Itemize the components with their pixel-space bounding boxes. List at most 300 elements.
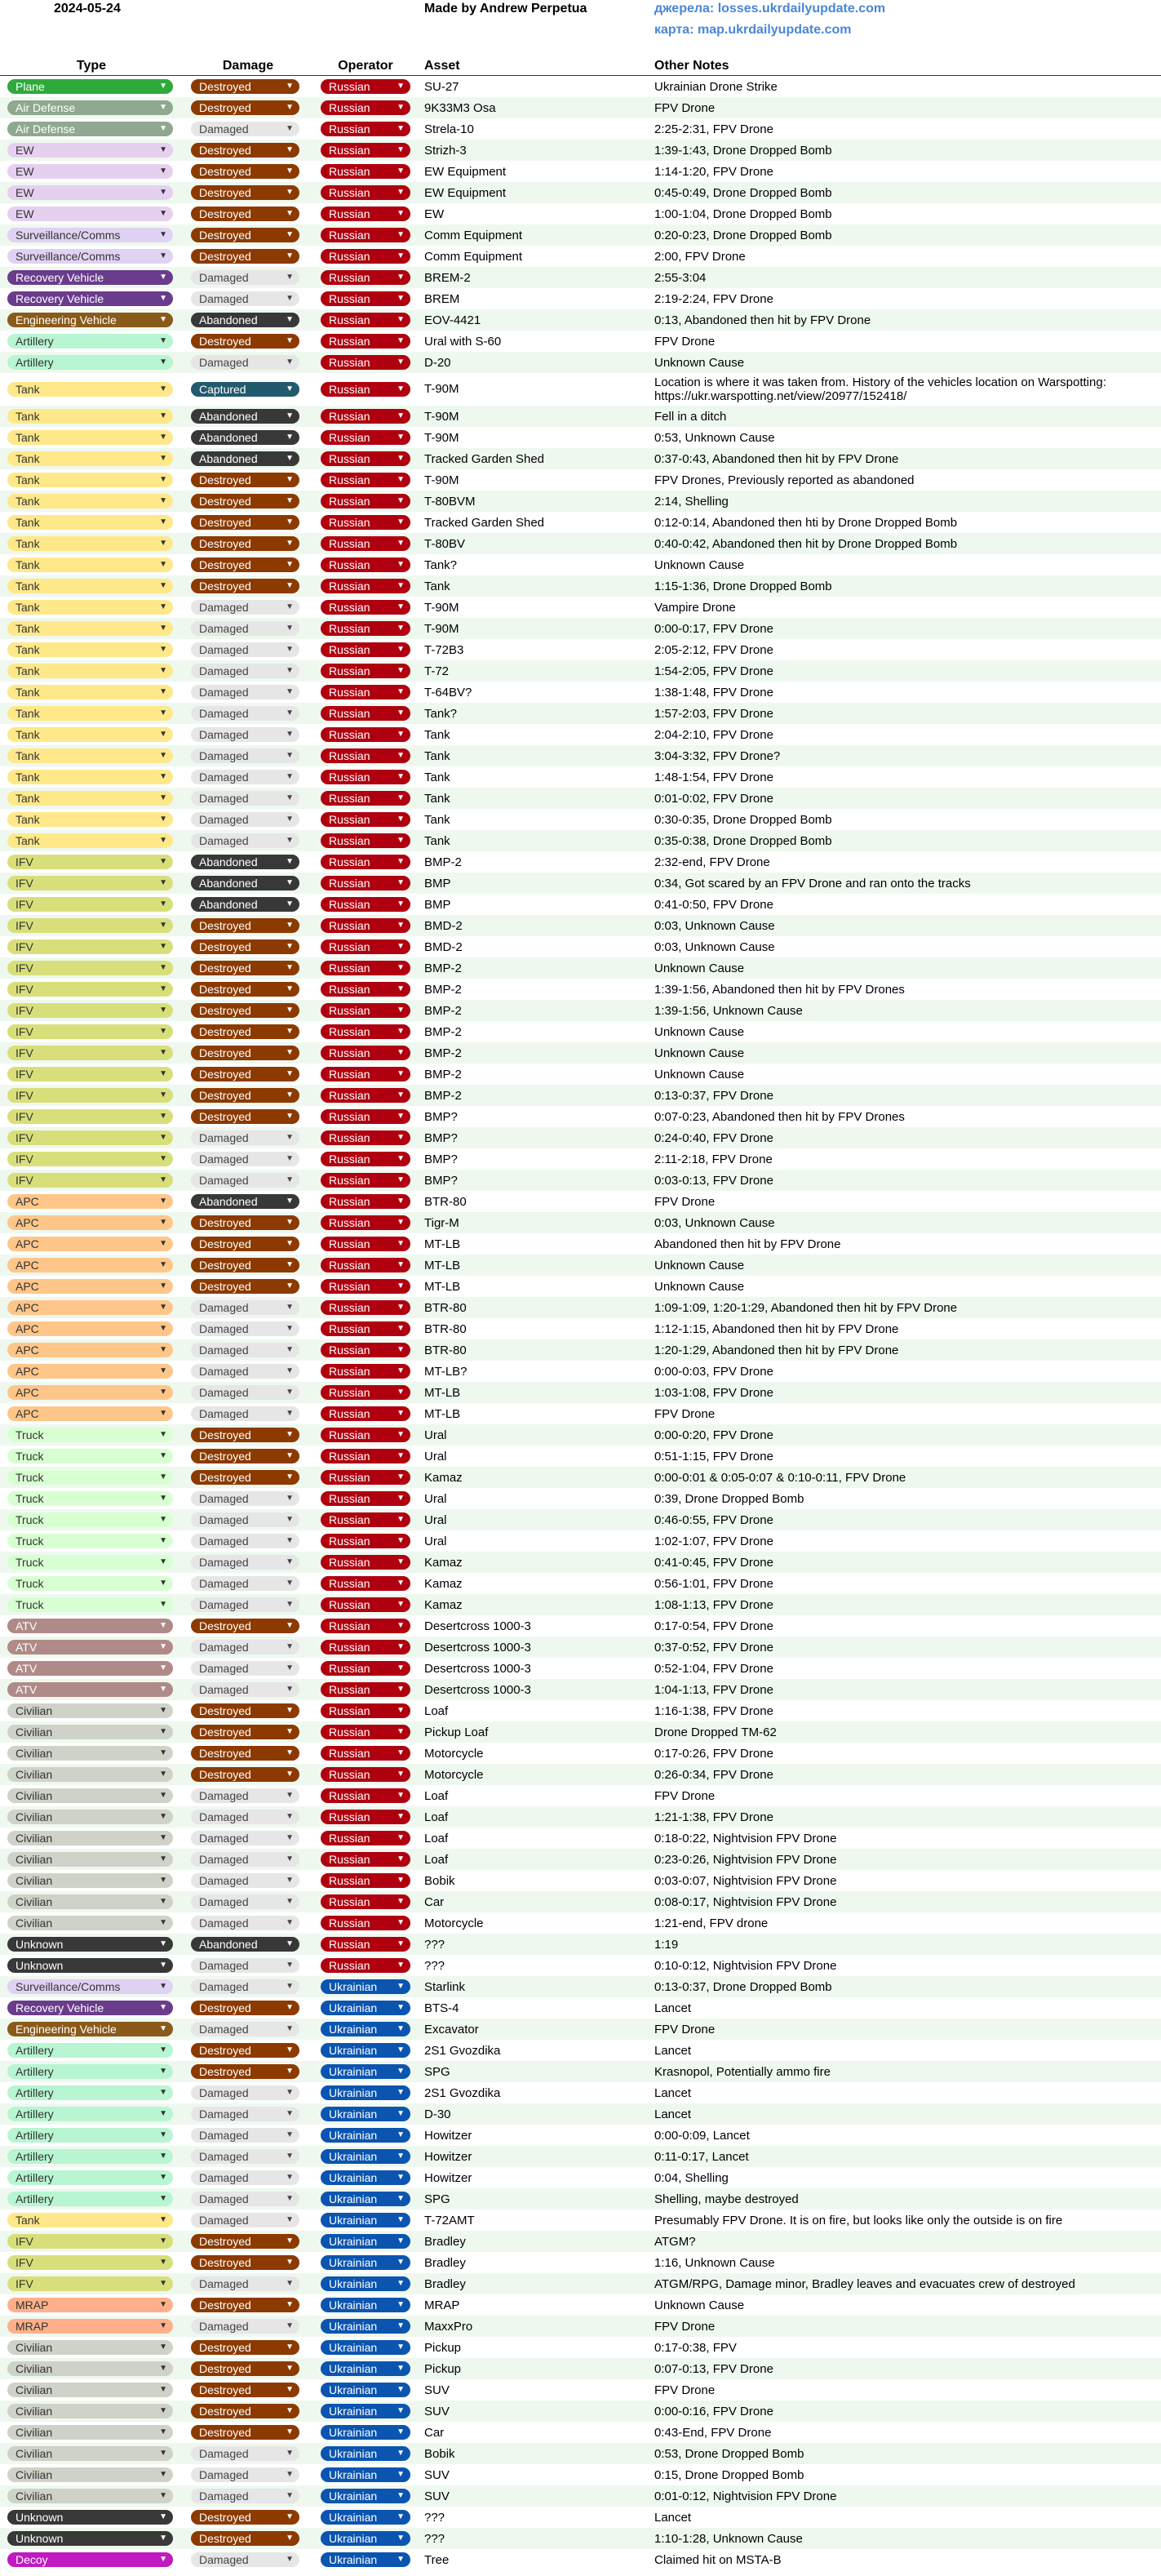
operator-dropdown[interactable] [321, 1003, 410, 1018]
type-dropdown[interactable] [7, 897, 173, 912]
type-dropdown[interactable] [7, 2425, 173, 2440]
type-dropdown[interactable] [7, 1300, 173, 1315]
operator-dropdown[interactable] [321, 1979, 410, 1994]
type-dropdown[interactable] [7, 2276, 173, 2291]
damage-dropdown[interactable] [191, 2361, 299, 2376]
type-dropdown[interactable] [7, 143, 173, 158]
operator-dropdown[interactable] [321, 270, 410, 285]
damage-dropdown[interactable] [191, 1470, 299, 1485]
type-dropdown[interactable] [7, 2234, 173, 2249]
type-dropdown[interactable] [7, 727, 173, 742]
damage-dropdown[interactable] [191, 939, 299, 954]
type-dropdown[interactable] [7, 1831, 173, 1845]
type-dropdown[interactable] [7, 685, 173, 700]
type-dropdown[interactable] [7, 961, 173, 975]
damage-dropdown[interactable] [191, 1597, 299, 1612]
damage-dropdown[interactable] [191, 1215, 299, 1230]
damage-dropdown[interactable] [191, 451, 299, 466]
type-dropdown[interactable] [7, 1958, 173, 1973]
damage-dropdown[interactable] [191, 600, 299, 615]
damage-dropdown[interactable] [191, 1003, 299, 1018]
type-dropdown[interactable] [7, 2149, 173, 2164]
operator-dropdown[interactable] [321, 430, 410, 445]
type-dropdown[interactable] [7, 664, 173, 678]
damage-dropdown[interactable] [191, 2149, 299, 2164]
operator-dropdown[interactable] [321, 770, 410, 784]
operator-dropdown[interactable] [321, 1831, 410, 1845]
operator-dropdown[interactable] [321, 982, 410, 997]
type-dropdown[interactable] [7, 642, 173, 657]
operator-dropdown[interactable] [321, 642, 410, 657]
damage-dropdown[interactable] [191, 833, 299, 848]
damage-dropdown[interactable] [191, 1852, 299, 1867]
damage-dropdown[interactable] [191, 982, 299, 997]
damage-dropdown[interactable] [191, 2383, 299, 2397]
type-dropdown[interactable] [7, 122, 173, 136]
operator-dropdown[interactable] [321, 1385, 410, 1400]
type-dropdown[interactable] [7, 409, 173, 424]
operator-dropdown[interactable] [321, 1406, 410, 1421]
damage-dropdown[interactable] [191, 2234, 299, 2249]
operator-dropdown[interactable] [321, 961, 410, 975]
operator-dropdown[interactable] [321, 939, 410, 954]
damage-dropdown[interactable] [191, 579, 299, 593]
damage-dropdown[interactable] [191, 122, 299, 136]
type-dropdown[interactable] [7, 1321, 173, 1336]
operator-dropdown[interactable] [321, 2128, 410, 2143]
damage-dropdown[interactable] [191, 1937, 299, 1952]
damage-dropdown[interactable] [191, 1024, 299, 1039]
operator-dropdown[interactable] [321, 876, 410, 890]
type-dropdown[interactable] [7, 1215, 173, 1230]
map-link[interactable]: карта: map.ukrdailyupdate.com [654, 23, 852, 37]
type-dropdown[interactable] [7, 2107, 173, 2121]
damage-dropdown[interactable] [191, 1491, 299, 1506]
operator-dropdown[interactable] [321, 1703, 410, 1718]
damage-dropdown[interactable] [191, 1406, 299, 1421]
operator-dropdown[interactable] [321, 409, 410, 424]
damage-dropdown[interactable] [191, 727, 299, 742]
type-dropdown[interactable] [7, 1364, 173, 1379]
damage-dropdown[interactable] [191, 1788, 299, 1803]
operator-dropdown[interactable] [321, 100, 410, 115]
operator-dropdown[interactable] [321, 1619, 410, 1633]
damage-dropdown[interactable] [191, 557, 299, 572]
type-dropdown[interactable] [7, 2064, 173, 2079]
damage-dropdown[interactable] [191, 2128, 299, 2143]
operator-dropdown[interactable] [321, 249, 410, 264]
operator-dropdown[interactable] [321, 2552, 410, 2567]
operator-dropdown[interactable] [321, 833, 410, 848]
damage-dropdown[interactable] [191, 228, 299, 242]
damage-dropdown[interactable] [191, 855, 299, 869]
type-dropdown[interactable] [7, 355, 173, 370]
damage-dropdown[interactable] [191, 706, 299, 721]
damage-dropdown[interactable] [191, 1428, 299, 1442]
damage-dropdown[interactable] [191, 1958, 299, 1973]
operator-dropdown[interactable] [321, 2298, 410, 2312]
type-dropdown[interactable] [7, 313, 173, 327]
damage-dropdown[interactable] [191, 430, 299, 445]
damage-dropdown[interactable] [191, 1237, 299, 1251]
type-dropdown[interactable] [7, 579, 173, 593]
type-dropdown[interactable] [7, 1576, 173, 1591]
type-dropdown[interactable] [7, 855, 173, 869]
operator-dropdown[interactable] [321, 1088, 410, 1103]
type-dropdown[interactable] [7, 1088, 173, 1103]
operator-dropdown[interactable] [321, 1512, 410, 1527]
damage-dropdown[interactable] [191, 2446, 299, 2461]
type-dropdown[interactable] [7, 1173, 173, 1188]
type-dropdown[interactable] [7, 2255, 173, 2270]
damage-dropdown[interactable] [191, 1343, 299, 1357]
operator-dropdown[interactable] [321, 473, 410, 487]
type-dropdown[interactable] [7, 1597, 173, 1612]
damage-dropdown[interactable] [191, 876, 299, 890]
operator-dropdown[interactable] [321, 122, 410, 136]
damage-dropdown[interactable] [191, 1512, 299, 1527]
type-dropdown[interactable] [7, 228, 173, 242]
type-dropdown[interactable] [7, 291, 173, 306]
type-dropdown[interactable] [7, 2085, 173, 2100]
damage-dropdown[interactable] [191, 2510, 299, 2525]
operator-dropdown[interactable] [321, 1449, 410, 1463]
type-dropdown[interactable] [7, 600, 173, 615]
damage-dropdown[interactable] [191, 2276, 299, 2291]
operator-dropdown[interactable] [321, 2425, 410, 2440]
damage-dropdown[interactable] [191, 382, 299, 397]
damage-dropdown[interactable] [191, 1321, 299, 1336]
type-dropdown[interactable] [7, 2022, 173, 2036]
type-dropdown[interactable] [7, 494, 173, 509]
operator-dropdown[interactable] [321, 2361, 410, 2376]
type-dropdown[interactable] [7, 939, 173, 954]
damage-dropdown[interactable] [191, 2404, 299, 2418]
operator-dropdown[interactable] [321, 79, 410, 94]
damage-dropdown[interactable] [191, 249, 299, 264]
type-dropdown[interactable] [7, 1109, 173, 1124]
operator-dropdown[interactable] [321, 2213, 410, 2227]
damage-dropdown[interactable] [191, 100, 299, 115]
type-dropdown[interactable] [7, 1979, 173, 1994]
operator-dropdown[interactable] [321, 1343, 410, 1357]
operator-dropdown[interactable] [321, 1894, 410, 1909]
type-dropdown[interactable] [7, 876, 173, 890]
damage-dropdown[interactable] [191, 1088, 299, 1103]
type-dropdown[interactable] [7, 1682, 173, 1697]
damage-dropdown[interactable] [191, 207, 299, 221]
damage-dropdown[interactable] [191, 1682, 299, 1697]
operator-dropdown[interactable] [321, 2340, 410, 2355]
operator-dropdown[interactable] [321, 1194, 410, 1209]
damage-dropdown[interactable] [191, 1725, 299, 1739]
type-dropdown[interactable] [7, 1873, 173, 1888]
damage-dropdown[interactable] [191, 2552, 299, 2567]
damage-dropdown[interactable] [191, 2170, 299, 2185]
operator-dropdown[interactable] [321, 1873, 410, 1888]
damage-dropdown[interactable] [191, 2531, 299, 2546]
damage-dropdown[interactable] [191, 2043, 299, 2058]
damage-dropdown[interactable] [191, 918, 299, 933]
operator-dropdown[interactable] [321, 2001, 410, 2015]
type-dropdown[interactable] [7, 1640, 173, 1654]
operator-dropdown[interactable] [321, 2170, 410, 2185]
damage-dropdown[interactable] [191, 1576, 299, 1591]
damage-dropdown[interactable] [191, 1873, 299, 1888]
operator-dropdown[interactable] [321, 207, 410, 221]
type-dropdown[interactable] [7, 791, 173, 806]
operator-dropdown[interactable] [321, 515, 410, 530]
type-dropdown[interactable] [7, 382, 173, 397]
type-dropdown[interactable] [7, 536, 173, 551]
operator-dropdown[interactable] [321, 164, 410, 179]
damage-dropdown[interactable] [191, 1534, 299, 1548]
damage-dropdown[interactable] [191, 536, 299, 551]
type-dropdown[interactable] [7, 2170, 173, 2185]
damage-dropdown[interactable] [191, 791, 299, 806]
operator-dropdown[interactable] [321, 1916, 410, 1930]
type-dropdown[interactable] [7, 1279, 173, 1294]
type-dropdown[interactable] [7, 1512, 173, 1527]
damage-dropdown[interactable] [191, 2489, 299, 2503]
type-dropdown[interactable] [7, 557, 173, 572]
damage-dropdown[interactable] [191, 494, 299, 509]
operator-dropdown[interactable] [321, 1682, 410, 1697]
operator-dropdown[interactable] [321, 536, 410, 551]
type-dropdown[interactable] [7, 1003, 173, 1018]
operator-dropdown[interactable] [321, 2085, 410, 2100]
damage-dropdown[interactable] [191, 621, 299, 636]
operator-dropdown[interactable] [321, 382, 410, 397]
type-dropdown[interactable] [7, 918, 173, 933]
operator-dropdown[interactable] [321, 1321, 410, 1336]
type-dropdown[interactable] [7, 1937, 173, 1952]
operator-dropdown[interactable] [321, 1810, 410, 1824]
operator-dropdown[interactable] [321, 2234, 410, 2249]
damage-dropdown[interactable] [191, 1619, 299, 1633]
type-dropdown[interactable] [7, 2361, 173, 2376]
damage-dropdown[interactable] [191, 2319, 299, 2334]
type-dropdown[interactable] [7, 1725, 173, 1739]
damage-dropdown[interactable] [191, 812, 299, 827]
type-dropdown[interactable] [7, 430, 173, 445]
type-dropdown[interactable] [7, 1449, 173, 1463]
operator-dropdown[interactable] [321, 2043, 410, 2058]
operator-dropdown[interactable] [321, 1046, 410, 1060]
operator-dropdown[interactable] [321, 1491, 410, 1506]
operator-dropdown[interactable] [321, 2383, 410, 2397]
type-dropdown[interactable] [7, 2383, 173, 2397]
operator-dropdown[interactable] [321, 2022, 410, 2036]
operator-dropdown[interactable] [321, 1958, 410, 1973]
damage-dropdown[interactable] [191, 2340, 299, 2355]
operator-dropdown[interactable] [321, 1640, 410, 1654]
damage-dropdown[interactable] [191, 1703, 299, 1718]
damage-dropdown[interactable] [191, 1130, 299, 1145]
sources-link[interactable]: джерела: losses.ukrdailyupdate.com [654, 2, 886, 16]
operator-dropdown[interactable] [321, 1746, 410, 1761]
damage-dropdown[interactable] [191, 1385, 299, 1400]
type-dropdown[interactable] [7, 1916, 173, 1930]
type-dropdown[interactable] [7, 451, 173, 466]
damage-dropdown[interactable] [191, 2107, 299, 2121]
damage-dropdown[interactable] [191, 291, 299, 306]
type-dropdown[interactable] [7, 1406, 173, 1421]
damage-dropdown[interactable] [191, 334, 299, 349]
damage-dropdown[interactable] [191, 164, 299, 179]
operator-dropdown[interactable] [321, 748, 410, 763]
operator-dropdown[interactable] [321, 1130, 410, 1145]
operator-dropdown[interactable] [321, 579, 410, 593]
type-dropdown[interactable] [7, 621, 173, 636]
type-dropdown[interactable] [7, 164, 173, 179]
damage-dropdown[interactable] [191, 185, 299, 200]
type-dropdown[interactable] [7, 1810, 173, 1824]
operator-dropdown[interactable] [321, 1258, 410, 1272]
operator-dropdown[interactable] [321, 451, 410, 466]
operator-dropdown[interactable] [321, 600, 410, 615]
damage-dropdown[interactable] [191, 1300, 299, 1315]
damage-dropdown[interactable] [191, 1109, 299, 1124]
damage-dropdown[interactable] [191, 409, 299, 424]
type-dropdown[interactable] [7, 833, 173, 848]
type-dropdown[interactable] [7, 473, 173, 487]
damage-dropdown[interactable] [191, 1046, 299, 1060]
damage-dropdown[interactable] [191, 1831, 299, 1845]
operator-dropdown[interactable] [321, 1937, 410, 1952]
type-dropdown[interactable] [7, 1619, 173, 1633]
type-dropdown[interactable] [7, 1152, 173, 1166]
operator-dropdown[interactable] [321, 185, 410, 200]
type-dropdown[interactable] [7, 1534, 173, 1548]
operator-dropdown[interactable] [321, 494, 410, 509]
type-dropdown[interactable] [7, 1067, 173, 1081]
operator-dropdown[interactable] [321, 791, 410, 806]
damage-dropdown[interactable] [191, 1152, 299, 1166]
damage-dropdown[interactable] [191, 2213, 299, 2227]
operator-dropdown[interactable] [321, 1767, 410, 1782]
damage-dropdown[interactable] [191, 473, 299, 487]
damage-dropdown[interactable] [191, 961, 299, 975]
type-dropdown[interactable] [7, 2510, 173, 2525]
type-dropdown[interactable] [7, 1703, 173, 1718]
operator-dropdown[interactable] [321, 1852, 410, 1867]
damage-dropdown[interactable] [191, 2064, 299, 2079]
operator-dropdown[interactable] [321, 1067, 410, 1081]
type-dropdown[interactable] [7, 2213, 173, 2227]
operator-dropdown[interactable] [321, 918, 410, 933]
type-dropdown[interactable] [7, 515, 173, 530]
type-dropdown[interactable] [7, 2319, 173, 2334]
operator-dropdown[interactable] [321, 1788, 410, 1803]
type-dropdown[interactable] [7, 1767, 173, 1782]
type-dropdown[interactable] [7, 2552, 173, 2567]
damage-dropdown[interactable] [191, 2298, 299, 2312]
operator-dropdown[interactable] [321, 1152, 410, 1166]
damage-dropdown[interactable] [191, 1810, 299, 1824]
type-dropdown[interactable] [7, 270, 173, 285]
operator-dropdown[interactable] [321, 685, 410, 700]
operator-dropdown[interactable] [321, 2489, 410, 2503]
type-dropdown[interactable] [7, 2340, 173, 2355]
operator-dropdown[interactable] [321, 727, 410, 742]
type-dropdown[interactable] [7, 185, 173, 200]
type-dropdown[interactable] [7, 706, 173, 721]
type-dropdown[interactable] [7, 1852, 173, 1867]
type-dropdown[interactable] [7, 2489, 173, 2503]
type-dropdown[interactable] [7, 100, 173, 115]
damage-dropdown[interactable] [191, 270, 299, 285]
damage-dropdown[interactable] [191, 1364, 299, 1379]
damage-dropdown[interactable] [191, 770, 299, 784]
operator-dropdown[interactable] [321, 1597, 410, 1612]
damage-dropdown[interactable] [191, 143, 299, 158]
type-dropdown[interactable] [7, 1258, 173, 1272]
damage-dropdown[interactable] [191, 1067, 299, 1081]
type-dropdown[interactable] [7, 2001, 173, 2015]
type-dropdown[interactable] [7, 2446, 173, 2461]
operator-dropdown[interactable] [321, 2276, 410, 2291]
type-dropdown[interactable] [7, 982, 173, 997]
operator-dropdown[interactable] [321, 621, 410, 636]
operator-dropdown[interactable] [321, 1109, 410, 1124]
operator-dropdown[interactable] [321, 2255, 410, 2270]
type-dropdown[interactable] [7, 2531, 173, 2546]
damage-dropdown[interactable] [191, 748, 299, 763]
damage-dropdown[interactable] [191, 897, 299, 912]
operator-dropdown[interactable] [321, 897, 410, 912]
operator-dropdown[interactable] [321, 2446, 410, 2461]
operator-dropdown[interactable] [321, 1470, 410, 1485]
type-dropdown[interactable] [7, 2298, 173, 2312]
operator-dropdown[interactable] [321, 1555, 410, 1570]
operator-dropdown[interactable] [321, 1364, 410, 1379]
damage-dropdown[interactable] [191, 1640, 299, 1654]
operator-dropdown[interactable] [321, 355, 410, 370]
type-dropdown[interactable] [7, 1470, 173, 1485]
type-dropdown[interactable] [7, 1555, 173, 1570]
operator-dropdown[interactable] [321, 143, 410, 158]
operator-dropdown[interactable] [321, 2510, 410, 2525]
damage-dropdown[interactable] [191, 664, 299, 678]
damage-dropdown[interactable] [191, 1449, 299, 1463]
damage-dropdown[interactable] [191, 685, 299, 700]
operator-dropdown[interactable] [321, 1024, 410, 1039]
type-dropdown[interactable] [7, 1343, 173, 1357]
operator-dropdown[interactable] [321, 2107, 410, 2121]
operator-dropdown[interactable] [321, 2149, 410, 2164]
operator-dropdown[interactable] [321, 291, 410, 306]
operator-dropdown[interactable] [321, 557, 410, 572]
type-dropdown[interactable] [7, 1237, 173, 1251]
damage-dropdown[interactable] [191, 2085, 299, 2100]
operator-dropdown[interactable] [321, 334, 410, 349]
operator-dropdown[interactable] [321, 2192, 410, 2206]
damage-dropdown[interactable] [191, 1173, 299, 1188]
operator-dropdown[interactable] [321, 664, 410, 678]
type-dropdown[interactable] [7, 770, 173, 784]
operator-dropdown[interactable] [321, 2531, 410, 2546]
type-dropdown[interactable] [7, 1385, 173, 1400]
type-dropdown[interactable] [7, 812, 173, 827]
damage-dropdown[interactable] [191, 1916, 299, 1930]
type-dropdown[interactable] [7, 748, 173, 763]
type-dropdown[interactable] [7, 249, 173, 264]
operator-dropdown[interactable] [321, 1661, 410, 1676]
type-dropdown[interactable] [7, 1491, 173, 1506]
type-dropdown[interactable] [7, 1746, 173, 1761]
damage-dropdown[interactable] [191, 1555, 299, 1570]
